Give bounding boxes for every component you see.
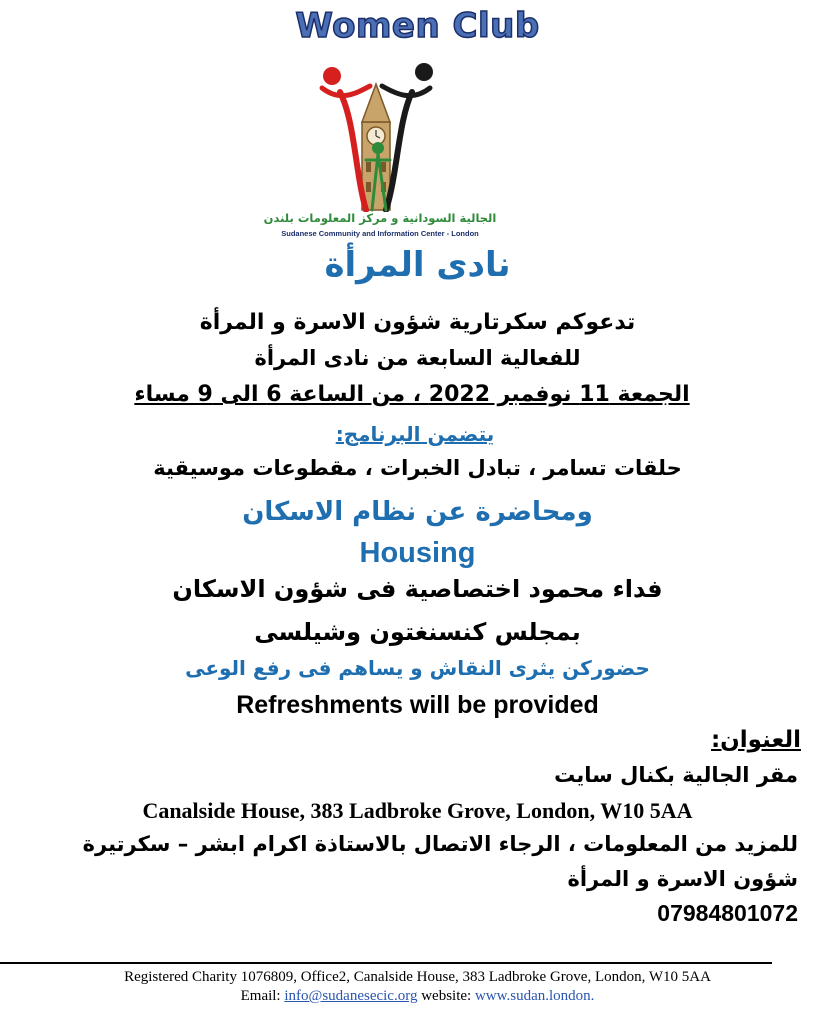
attendance-note: حضوركن يثرى النقاش و يساهم فى رفع الوعى <box>185 656 650 680</box>
community-logo <box>300 62 450 212</box>
address-label: العنوان: <box>710 727 801 753</box>
program-label: يتضمن البرنامج: <box>335 422 495 446</box>
footer-charity-line: Registered Charity 1076809, Office2, Canalside House, 383 Ladbroke Grove, London, W10 5AA <box>124 969 711 985</box>
lecture-title-en: Housing <box>359 537 476 569</box>
event-date: الجمعة 11 نوفمبر 2022 ، من الساعة 6 الى 9 مساء <box>134 382 690 407</box>
invite-line-1: تدعوكم سكرتارية شؤون الاسرة و المرأة <box>199 310 636 335</box>
footer-divider <box>0 962 772 964</box>
contact-line-2: شؤون الاسرة و المرأة <box>567 867 798 891</box>
contact-line-1: للمزيد من المعلومات ، الرجاء الاتصال بالاستاذة اكرام ابشر – سكرتيرة <box>82 832 798 856</box>
footer-website-label: website: <box>421 988 472 1004</box>
logo-org-name-ar: الجالية السودانية و مركز المعلومات بلندن <box>263 211 497 225</box>
phone-number: 07984801072 <box>657 900 798 926</box>
speaker-line-2: بمجلس كنسنغتون وشيلسى <box>254 618 581 646</box>
club-title: Women Club <box>295 6 540 46</box>
logo-org-name-en: Sudanese Community and Information Center - London <box>281 229 479 238</box>
refreshments-note: Refreshments will be provided <box>236 691 599 719</box>
footer-website-link[interactable]: www.sudan.london. <box>474 988 595 1004</box>
footer-email-link[interactable]: info@sudanesecic.org <box>284 988 418 1004</box>
footer-contact-line <box>0 988 835 1005</box>
footer-email-label: Email: <box>240 988 281 1004</box>
black-figure-head <box>415 63 433 81</box>
venue-ar: مقر الجالية بكنال سايت <box>554 763 798 787</box>
heading-ar: نادى المرأة <box>324 245 511 285</box>
program-items: حلقات تسامر ، تبادل الخبرات ، مقطوعات موسيقية <box>153 456 682 480</box>
speaker-line-1: فداء محمود اختصاصية فى شؤون الاسكان <box>172 575 663 603</box>
invite-line-2: للفعالية السابعة من نادى المرأة <box>254 346 581 370</box>
red-figure-head <box>323 67 341 85</box>
lecture-title-ar: ومحاضرة عن نظام الاسكان <box>242 497 593 527</box>
venue-address-en: Canalside House, 383 Ladbroke Grove, London, W10 5AA <box>142 798 693 823</box>
green-figure-head <box>372 142 384 154</box>
